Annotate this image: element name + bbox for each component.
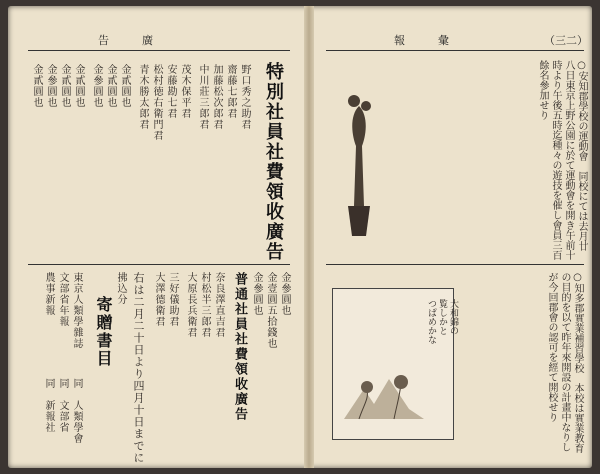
name-entry: 奈良澤直吉君 <box>213 272 224 338</box>
name-entry: 齋藤七郎君 <box>225 64 236 119</box>
donation-entry: 文部省年報 <box>57 272 68 327</box>
name-entry: 松村徳右衛門君 <box>151 64 162 141</box>
landscape-illustration <box>339 349 429 429</box>
name-entry: 安藤勘七君 <box>165 64 176 119</box>
donor-entry: 同 文部省 <box>57 378 68 433</box>
regular-members-title: 普通社員社費領收廣告 <box>232 272 247 422</box>
name-entry: 青木勝太郎君 <box>137 64 148 130</box>
name-entry: 大澤德衛君 <box>153 272 164 327</box>
amount-entry: 金貳圓也 <box>31 64 42 108</box>
amount-entry: 金貳圓也 <box>73 64 84 108</box>
amount-entry: 金壹圓五拾錢也 <box>265 272 276 349</box>
period-note: 右は二月二十日より四月十日までに <box>132 272 145 464</box>
donor-entry: 同 新報社 <box>43 378 54 433</box>
name-entry: 村松半三郎君 <box>199 272 210 338</box>
name-entry: 中川莊三郎君 <box>197 64 208 130</box>
news-article-2: ○知多郡實業補習學校 本校は實業教育の目的を以て昨年來開設の計畫中なりしが今回郡會の認可を經て開校せり <box>546 272 583 453</box>
header-rule <box>326 50 584 51</box>
book-spread <box>8 6 592 468</box>
amount-entry: 金參圓也 <box>45 64 56 108</box>
name-entry: 茂木保平君 <box>179 64 190 119</box>
news-article-1: ○安知郡學校の運動會 同校にては去月廿八日東京上野公園に於て運動會を開き午前十時より午後五時迄種々の遊技を催し會員三百餘名參加せり <box>537 60 587 260</box>
flower-vase-illustration <box>334 86 384 246</box>
right-page-header: 報 彙 <box>394 34 449 47</box>
amount-entry: 金貳圓也 <box>105 64 116 108</box>
amount-entry: 金貳圓也 <box>119 64 130 108</box>
haiku-caption: 大和錦の 覧しかと つぱめかな <box>426 299 458 344</box>
amount-entry: 金參圓也 <box>91 64 102 108</box>
left-page <box>8 6 304 468</box>
name-entry: 野口秀之助君 <box>239 64 250 130</box>
donor-entry: 同 人類學會 <box>71 378 82 444</box>
name-entry: 大原長兵衛君 <box>185 272 196 338</box>
amount-entry: 金參圓也 <box>251 272 262 316</box>
amount-entry: 金貳圓也 <box>59 64 70 108</box>
donation-entry: 農事新報 <box>43 272 54 316</box>
book-gutter <box>304 6 314 468</box>
donation-entry: 東京人類學雜誌 <box>71 272 82 349</box>
illustration-box <box>332 288 458 440</box>
period-note-2: 拂込分 <box>115 272 126 305</box>
name-entry: 加藤松次郎君 <box>211 64 222 130</box>
page-number: （三二） <box>544 34 588 47</box>
amount-entry: 金參圓也 <box>279 272 290 316</box>
header-rule <box>28 50 290 51</box>
section-rule <box>28 264 290 265</box>
name-entry: 三好儀助君 <box>167 272 178 327</box>
right-page <box>314 6 592 468</box>
special-members-title: 特別社員社費領收廣告 <box>263 62 284 262</box>
donated-books-title: 寄贈書目 <box>94 296 113 368</box>
left-page-header: 告 廣 <box>98 34 153 47</box>
section-rule <box>326 264 584 265</box>
